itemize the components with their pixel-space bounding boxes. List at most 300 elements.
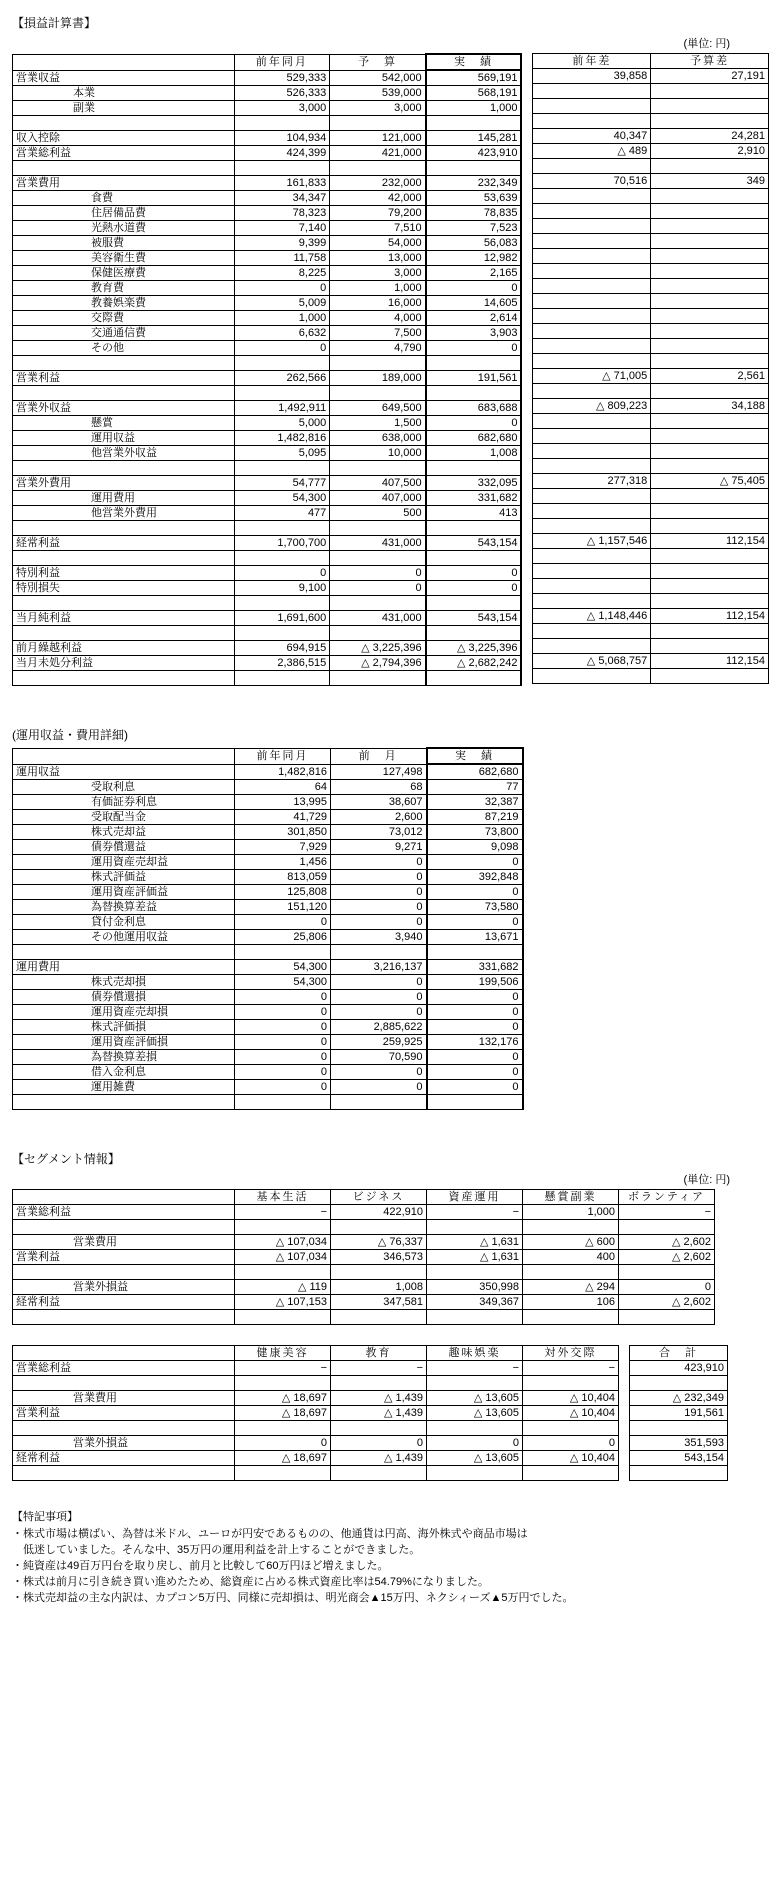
segment-b-row-label [13, 1421, 235, 1436]
segment-b-header-row [13, 1346, 619, 1361]
table-row [13, 975, 523, 990]
pl-tables-wrap [12, 53, 769, 686]
segment-b-value [523, 1376, 619, 1391]
pl-row-label: 営業収益 [13, 70, 235, 86]
detail-prev-year-value: 0 [235, 915, 331, 930]
pl-actual-value [426, 116, 522, 131]
table-row [13, 1020, 523, 1035]
pl-prev-year-value: 2,386,515 [234, 656, 330, 671]
segment-b-value: △ 18,697 [235, 1451, 331, 1466]
detail-header-row [13, 748, 523, 764]
segment-b-row-label: 経常利益 [13, 1451, 235, 1466]
detail-row-label: 運用資産売却損 [13, 1005, 235, 1020]
table-row [13, 536, 522, 551]
pl-actual-value: 543,154 [426, 611, 522, 626]
pl-budget-value: 1,500 [330, 416, 426, 431]
detail-row-label: 借入金利息 [13, 1065, 235, 1080]
segment-a-value: 422,910 [331, 1205, 427, 1220]
pl-diff-spacer-row [533, 114, 769, 129]
detail-row-label: 運用収益 [13, 764, 235, 780]
pl-row-label [13, 551, 235, 566]
pl-actual-value [426, 626, 522, 641]
detail-prev-year-value: 125,808 [235, 885, 331, 900]
notes-title: 【特記事項】 [12, 1511, 78, 1523]
detail-row-label: 貸付金利息 [13, 915, 235, 930]
pl-budget-diff-value [651, 204, 769, 219]
pl-actual-value [426, 161, 522, 176]
pl-actual-value: △ 3,225,396 [426, 641, 522, 656]
detail-header-actual: 実 績 [427, 748, 523, 764]
segment-b-spacer-row [13, 1376, 619, 1391]
pl-prev-year-value: 526,333 [234, 86, 330, 101]
pl-prev-year-value: 5,000 [234, 416, 330, 431]
pl-budget-diff-value [651, 489, 769, 504]
pl-budget-value: 407,500 [330, 476, 426, 491]
pl-actual-value: 53,639 [426, 191, 522, 206]
pl-prev-year-diff-value [533, 414, 651, 429]
pl-row-label [13, 461, 235, 476]
pl-actual-value: 331,682 [426, 491, 522, 506]
segment-total-table [629, 1345, 728, 1481]
table-row [13, 371, 522, 386]
detail-prev-month-value: 0 [331, 855, 427, 870]
pl-prev-year-diff-value [533, 564, 651, 579]
segment-a-value [619, 1310, 715, 1325]
pl-diff-spacer-row [533, 519, 769, 534]
detail-prev-month-value: 259,925 [331, 1035, 427, 1050]
pl-row-label: 特別利益 [13, 566, 235, 581]
segment-a-row-label [13, 1220, 235, 1235]
table-row [13, 566, 522, 581]
pl-actual-value: 423,910 [426, 146, 522, 161]
segment-a-value: △ 1,631 [427, 1250, 523, 1265]
pl-prev-year-diff-value [533, 594, 651, 609]
table-row [13, 281, 522, 296]
pl-prev-year-diff-value: △ 809,223 [533, 399, 651, 414]
segment-a-value: △ 119 [235, 1280, 331, 1295]
table-row [533, 429, 769, 444]
detail-row-label: 運用資産評価損 [13, 1035, 235, 1050]
segment-a-value: − [619, 1205, 715, 1220]
segment-a-header-5: ボランティア [619, 1190, 715, 1205]
pl-prev-year-value [234, 161, 330, 176]
segment-a-row-label: 営業外損益 [13, 1280, 235, 1295]
table-row [13, 206, 522, 221]
segment-b-value: △ 1,439 [331, 1391, 427, 1406]
table-row [533, 414, 769, 429]
detail-actual-value: 0 [427, 1020, 523, 1035]
segment-b-header-4: 対外交際 [523, 1346, 619, 1361]
pl-budget-value [330, 461, 426, 476]
pl-row-label: 美容衛生費 [13, 251, 235, 266]
segment-b-value: △ 10,404 [523, 1391, 619, 1406]
segment-b-value: 0 [331, 1436, 427, 1451]
segment-a-value: − [235, 1205, 331, 1220]
table-row [13, 341, 522, 356]
pl-budget-diff-value [651, 159, 769, 174]
table-row [13, 176, 522, 191]
segment-b-value: − [523, 1361, 619, 1376]
segment-total-value: 543,154 [630, 1451, 728, 1466]
detail-prev-year-value: 301,850 [235, 825, 331, 840]
pl-budget-diff-value [651, 339, 769, 354]
segment-b-value: △ 13,605 [427, 1406, 523, 1421]
table-row [533, 84, 769, 99]
segment-total-value [630, 1376, 728, 1391]
note-line: ・株式市場は横ばい、為替は米ドル、ユーロが円安であるものの、他通貨は円高、海外株式や商品市場は [12, 1528, 528, 1540]
pl-section-title: 【損益計算書】 [12, 16, 97, 30]
detail-prev-month-value: 9,271 [331, 840, 427, 855]
detail-prev-month-value: 0 [331, 975, 427, 990]
pl-prev-year-value: 1,482,816 [234, 431, 330, 446]
pl-diff-spacer-row [533, 594, 769, 609]
table-row [13, 1205, 715, 1220]
pl-prev-year-value [234, 356, 330, 371]
pl-diff-spacer-row [533, 159, 769, 174]
pl-actual-value [426, 671, 522, 686]
segment-a-row-label [13, 1265, 235, 1280]
table-row [13, 1451, 619, 1466]
pl-budget-diff-value [651, 264, 769, 279]
segment-total-spacer-row [630, 1376, 728, 1391]
segment-a-spacer-row [13, 1265, 715, 1280]
segment-a-row-label: 営業利益 [13, 1250, 235, 1265]
pl-actual-value [426, 596, 522, 611]
segment-b-value: △ 1,439 [331, 1451, 427, 1466]
pl-row-label: 本業 [13, 86, 235, 101]
pl-prev-year-value [234, 116, 330, 131]
segment-b-header-2: 教育 [331, 1346, 427, 1361]
detail-actual-value: 0 [427, 1080, 523, 1095]
pl-actual-value: 568,191 [426, 86, 522, 101]
detail-actual-value: 132,176 [427, 1035, 523, 1050]
pl-prev-year-value: 11,758 [234, 251, 330, 266]
pl-diff-header-row [533, 54, 769, 69]
pl-budget-value: △ 3,225,396 [330, 641, 426, 656]
segment-a-value: △ 1,631 [427, 1235, 523, 1250]
segment-a-header-blank [13, 1190, 235, 1205]
detail-prev-month-value: 0 [331, 900, 427, 915]
pl-row-label [13, 356, 235, 371]
detail-prev-year-value: 1,456 [235, 855, 331, 870]
pl-prev-year-value: 694,915 [234, 641, 330, 656]
segment-a-spacer-row [13, 1220, 715, 1235]
pl-actual-value [426, 386, 522, 401]
segment-a-value [619, 1220, 715, 1235]
detail-actual-value: 0 [427, 915, 523, 930]
table-row [533, 279, 769, 294]
pl-prev-year-value: 477 [234, 506, 330, 521]
segment-a-row-label: 営業総利益 [13, 1205, 235, 1220]
pl-actual-value: 14,605 [426, 296, 522, 311]
pl-budget-diff-value [651, 189, 769, 204]
table-row [13, 86, 522, 101]
pl-prev-year-diff-value [533, 279, 651, 294]
segment-b-row-label [13, 1466, 235, 1481]
segment-unit-label: (単位: 円) [683, 1174, 730, 1186]
pl-budget-diff-value [651, 519, 769, 534]
segment-a-value: 349,367 [427, 1295, 523, 1310]
pl-prev-year-diff-value: 70,516 [533, 174, 651, 189]
table-row [13, 266, 522, 281]
pl-actual-value: 543,154 [426, 536, 522, 551]
segment-b-value: △ 10,404 [523, 1451, 619, 1466]
pl-actual-value: 683,688 [426, 401, 522, 416]
pl-budget-diff-value [651, 579, 769, 594]
table-row [13, 146, 522, 161]
segment-a-value [427, 1265, 523, 1280]
detail-row-label: 株式売却損 [13, 975, 235, 990]
pl-prev-year-value: 54,300 [234, 491, 330, 506]
detail-row-label: 債券償還損 [13, 990, 235, 1005]
segment-b-value [523, 1466, 619, 1481]
pl-row-label: 当月純利益 [13, 611, 235, 626]
detail-row-label: 運用資産売却益 [13, 855, 235, 870]
pl-header-budget-diff: 予算差 [651, 54, 769, 69]
pl-actual-value: 0 [426, 416, 522, 431]
segment-b-value [523, 1421, 619, 1436]
pl-budget-value: 638,000 [330, 431, 426, 446]
pl-budget-diff-value: 27,191 [651, 69, 769, 84]
pl-prev-year-value [234, 521, 330, 536]
pl-budget-value: 3,000 [330, 266, 426, 281]
notes-section [12, 1509, 769, 1606]
segment-section-title: 【セグメント情報】 [12, 1152, 120, 1166]
segment-a-value: △ 2,602 [619, 1250, 715, 1265]
pl-budget-value: 0 [330, 566, 426, 581]
pl-budget-diff-value [651, 99, 769, 114]
pl-prev-year-value: 161,833 [234, 176, 330, 191]
pl-row-label [13, 521, 235, 536]
segment-a-row-label [13, 1310, 235, 1325]
detail-prev-year-value: 54,300 [235, 960, 331, 975]
table-row [13, 840, 523, 855]
segment-b-value: △ 10,404 [523, 1406, 619, 1421]
pl-budget-diff-value: 24,281 [651, 129, 769, 144]
segment-total-value: 191,561 [630, 1406, 728, 1421]
pl-budget-value [330, 671, 426, 686]
detail-prev-month-value: 0 [331, 990, 427, 1005]
pl-prev-year-value: 424,399 [234, 146, 330, 161]
detail-prev-year-value: 151,120 [235, 900, 331, 915]
pl-row-label [13, 596, 235, 611]
segment-b-row-label: 営業総利益 [13, 1361, 235, 1376]
segment-b-value [331, 1421, 427, 1436]
pl-header-blank [13, 54, 235, 70]
table-row [533, 564, 769, 579]
pl-prev-year-diff-value [533, 159, 651, 174]
table-row [630, 1391, 728, 1406]
table-row [13, 401, 522, 416]
pl-actual-value: 1,008 [426, 446, 522, 461]
table-row [533, 369, 769, 384]
segment-b-value: 0 [235, 1436, 331, 1451]
pl-prev-year-value: 3,000 [234, 101, 330, 116]
pl-budget-diff-value: 112,154 [651, 654, 769, 669]
pl-actual-value: 232,349 [426, 176, 522, 191]
segment-total-value: △ 232,349 [630, 1391, 728, 1406]
detail-row-label: その他運用収益 [13, 930, 235, 945]
segment-a-value: 350,998 [427, 1280, 523, 1295]
segment-a-value [427, 1220, 523, 1235]
table-row [13, 1080, 523, 1095]
table-row [13, 191, 522, 206]
pl-actual-value: 413 [426, 506, 522, 521]
segment-total-value: 351,593 [630, 1436, 728, 1451]
segment-a-header-2: ビジネス [331, 1190, 427, 1205]
pl-budget-diff-value [651, 309, 769, 324]
pl-budget-diff-value [651, 234, 769, 249]
table-row [13, 251, 522, 266]
segment-b-value: △ 18,697 [235, 1406, 331, 1421]
pl-budget-value: 421,000 [330, 146, 426, 161]
pl-row-label: 運用収益 [13, 431, 235, 446]
table-row [13, 1406, 619, 1421]
table-row [13, 476, 522, 491]
detail-prev-month-value: 0 [331, 915, 427, 930]
table-row [13, 431, 522, 446]
pl-actual-value: 56,083 [426, 236, 522, 251]
pl-prev-year-value: 9,100 [234, 581, 330, 596]
segment-total-value [630, 1466, 728, 1481]
table-row [13, 131, 522, 146]
table-row [533, 504, 769, 519]
pl-budget-value: 42,000 [330, 191, 426, 206]
pl-prev-year-diff-value: △ 1,148,446 [533, 609, 651, 624]
detail-prev-year-value: 64 [235, 780, 331, 795]
pl-spacer-row [13, 161, 522, 176]
pl-actual-value: 145,281 [426, 131, 522, 146]
table-row [533, 99, 769, 114]
table-row [13, 446, 522, 461]
segment-b-value: 0 [427, 1436, 523, 1451]
detail-prev-month-value: 38,607 [331, 795, 427, 810]
pl-budget-diff-value [651, 294, 769, 309]
segment-total-value: 423,910 [630, 1361, 728, 1376]
pl-budget-diff-value: △ 75,405 [651, 474, 769, 489]
detail-table [12, 747, 524, 1110]
pl-actual-value: 2,165 [426, 266, 522, 281]
table-row [13, 70, 522, 86]
spacer-before-notes [12, 1481, 769, 1509]
segment-b-value [427, 1421, 523, 1436]
pl-budget-diff-value [651, 384, 769, 399]
segment-a-value [331, 1220, 427, 1235]
detail-prev-month-value [331, 945, 427, 960]
pl-row-label: 住居備品費 [13, 206, 235, 221]
pl-row-label: 経常利益 [13, 536, 235, 551]
pl-row-label [13, 161, 235, 176]
table-row [13, 1250, 715, 1265]
pl-header-actual: 実 績 [426, 54, 522, 70]
table-row [13, 930, 523, 945]
pl-row-label: 交際費 [13, 311, 235, 326]
detail-actual-value: 0 [427, 885, 523, 900]
table-row [13, 870, 523, 885]
detail-prev-year-value: 0 [235, 1035, 331, 1050]
segment-b-header-3: 趣味娯楽 [427, 1346, 523, 1361]
detail-row-label: 受取配当金 [13, 810, 235, 825]
detail-actual-value: 0 [427, 1005, 523, 1020]
pl-prev-year-diff-value: △ 489 [533, 144, 651, 159]
detail-row-label: 債券償還益 [13, 840, 235, 855]
detail-prev-month-value: 3,940 [331, 930, 427, 945]
table-row [630, 1436, 728, 1451]
detail-actual-value: 87,219 [427, 810, 523, 825]
pl-prev-year-diff-value [533, 294, 651, 309]
pl-spacer-row [13, 356, 522, 371]
pl-budget-diff-value: 2,561 [651, 369, 769, 384]
segment-b-value [331, 1466, 427, 1481]
detail-row-label: 株式売却益 [13, 825, 235, 840]
pl-actual-value: 332,095 [426, 476, 522, 491]
detail-prev-month-value: 3,216,137 [331, 960, 427, 975]
spacer-after-detail [12, 1110, 769, 1150]
pl-spacer-row [13, 386, 522, 401]
pl-actual-value: 569,191 [426, 70, 522, 86]
pl-prev-year-value: 7,140 [234, 221, 330, 236]
pl-budget-diff-value [651, 279, 769, 294]
table-row [13, 311, 522, 326]
table-row [13, 611, 522, 626]
table-row [533, 474, 769, 489]
pl-actual-value: 0 [426, 341, 522, 356]
pl-prev-year-diff-value [533, 429, 651, 444]
segment-a-value [619, 1265, 715, 1280]
pl-spacer-row [13, 551, 522, 566]
pl-budget-value [330, 161, 426, 176]
table-row [13, 1361, 619, 1376]
pl-prev-year-value [234, 626, 330, 641]
pl-diff-spacer-row [533, 549, 769, 564]
pl-budget-diff-value [651, 249, 769, 264]
table-row [533, 174, 769, 189]
pl-prev-year-diff-value [533, 309, 651, 324]
segment-total-spacer-row [630, 1421, 728, 1436]
table-row [13, 506, 522, 521]
detail-prev-year-value: 0 [235, 1020, 331, 1035]
pl-budget-diff-value [651, 549, 769, 564]
pl-prev-year-diff-value [533, 444, 651, 459]
table-row [13, 1280, 715, 1295]
segment-b-header-blank [13, 1346, 235, 1361]
pl-budget-value: 10,000 [330, 446, 426, 461]
detail-prev-month-value: 2,885,622 [331, 1020, 427, 1035]
pl-prev-year-value: 104,934 [234, 131, 330, 146]
segment-b-value [235, 1466, 331, 1481]
table-row [533, 189, 769, 204]
pl-budget-value [330, 521, 426, 536]
pl-diff-spacer-row [533, 669, 769, 684]
pl-prev-year-diff-value [533, 639, 651, 654]
detail-row-label [13, 1095, 235, 1110]
detail-prev-year-value: 13,995 [235, 795, 331, 810]
pl-prev-year-diff-value [533, 624, 651, 639]
pl-budget-value: 121,000 [330, 131, 426, 146]
detail-prev-year-value: 1,482,816 [235, 764, 331, 780]
segment-b-row-label: 営業外損益 [13, 1436, 235, 1451]
pl-budget-value [330, 626, 426, 641]
pl-row-label: 副業 [13, 101, 235, 116]
table-row [533, 579, 769, 594]
pl-header-budget: 予 算 [330, 54, 426, 70]
table-row [13, 915, 523, 930]
table-row [533, 204, 769, 219]
detail-spacer-row [13, 1095, 523, 1110]
table-row [533, 534, 769, 549]
table-row [13, 1035, 523, 1050]
detail-header-prev-month: 前 月 [331, 748, 427, 764]
